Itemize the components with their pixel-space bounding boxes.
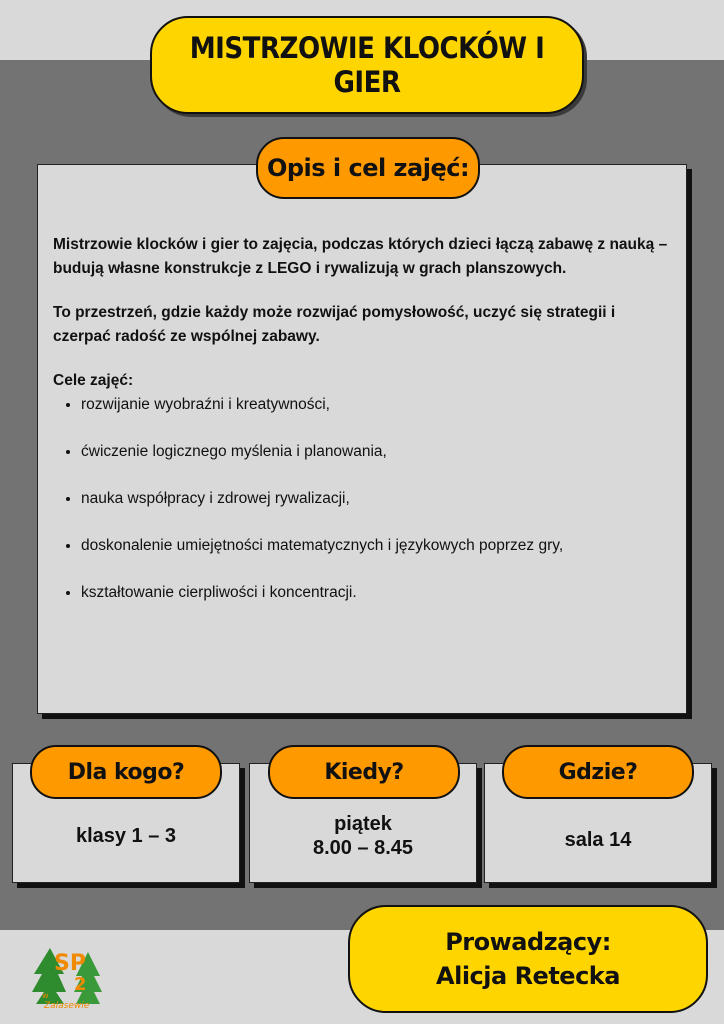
- description-text: [53, 233, 668, 628]
- goals-list: [53, 393, 668, 605]
- teacher-label: Prowadzący:: [445, 928, 611, 956]
- who-heading: Dla kogo?: [30, 745, 222, 799]
- logo-place: Zalasewie: [44, 1001, 90, 1010]
- goals-label: Cele zajęć:: [53, 372, 134, 389]
- when-day: piątek: [334, 813, 392, 835]
- description-heading: Opis i cel zajęć:: [256, 137, 480, 199]
- goal-item: • rozwijanie wyobraźni i kreatywności,: [81, 393, 668, 417]
- who-value: klasy 1 – 3: [75, 825, 177, 847]
- description-paragraph-2: To przestrzeń, gdzie każdy może rozwijać pomysłowość, uczyć się strategii i czerpać radość ze wspólnej zabawy.: [53, 304, 616, 345]
- when-value: [250, 812, 476, 860]
- goal-item: • doskonalenie umiejętności matematycznych i językowych poprzez gry,: [81, 534, 668, 558]
- page-title: MISTRZOWIE KLOCKÓW I GIER: [150, 16, 584, 114]
- school-logo: [30, 940, 112, 1010]
- description-paragraph-1: Mistrzowie klocków i gier to zajęcia, podczas których dzieci łączą zabawę z nauką – budują własne konstrukcje z LEGO i rywalizują w grach planszowych.: [53, 236, 668, 277]
- logo-prefix: w: [42, 991, 49, 1000]
- when-time: 8.00 – 8.45: [312, 837, 414, 859]
- teacher-name: Alicja Retecka: [436, 962, 620, 990]
- logo-number: 2: [74, 974, 87, 995]
- when-heading: Kiedy?: [268, 745, 460, 799]
- goal-item: • nauka współpracy i zdrowej rywalizacji,: [81, 487, 668, 511]
- where-value: sala 14: [564, 829, 632, 851]
- goal-item: • ćwiczenie logicznego myślenia i planowania,: [81, 440, 668, 464]
- logo-letters: SP: [54, 951, 86, 976]
- description-card: [37, 164, 687, 714]
- where-heading: Gdzie?: [502, 745, 694, 799]
- goal-item: • kształtowanie cierpliwości i koncentracji.: [81, 581, 668, 605]
- teacher-box: [348, 905, 708, 1013]
